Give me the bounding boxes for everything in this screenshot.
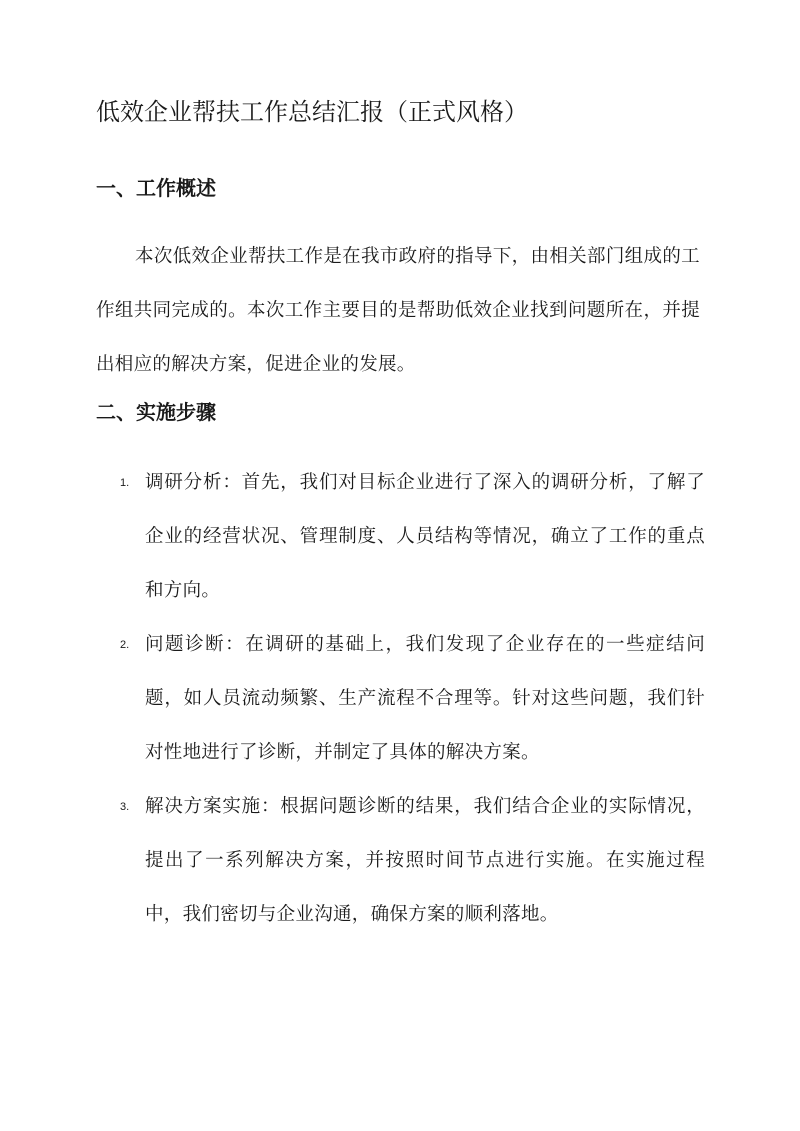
step-text: 问题诊断：在调研的基础上，我们发现了企业存在的一些症结问题，如人员流动频繁、生产流程不合理等。针对这些问题，我们针对性地进行了诊断，并制定了具体的解决方案。	[145, 634, 705, 763]
step-item	[120, 618, 720, 780]
step-number: 2.	[120, 639, 130, 651]
overview-paragraph: 本次低效企业帮扶工作是在我市政府的指导下，由相关部门组成的工作组共同完成的。本次工作主要目的是帮助低效企业找到问题所在，并提出相应的解决方案，促进企业的发展。	[96, 246, 700, 375]
step-number: 1.	[120, 477, 130, 489]
section-heading-steps: 二、实施步骤	[96, 400, 216, 424]
step-text: 调研分析：首先，我们对目标企业进行了深入的调研分析，了解了企业的经营状况、管理制度、人员结构等情况，确立了工作的重点和方向。	[145, 472, 705, 601]
step-item	[120, 780, 720, 942]
document-title: 低效企业帮扶工作总结汇报（正式风格）	[96, 98, 528, 126]
step-number: 3.	[120, 801, 130, 813]
step-text: 解决方案实施：根据问题诊断的结果，我们结合企业的实际情况，提出了一系列解决方案，并按照时间节点进行实施。在实施过程中，我们密切与企业沟通，确保方案的顺利落地。	[145, 796, 705, 925]
section-heading-overview: 一、工作概述	[96, 176, 216, 200]
step-item	[120, 456, 720, 618]
